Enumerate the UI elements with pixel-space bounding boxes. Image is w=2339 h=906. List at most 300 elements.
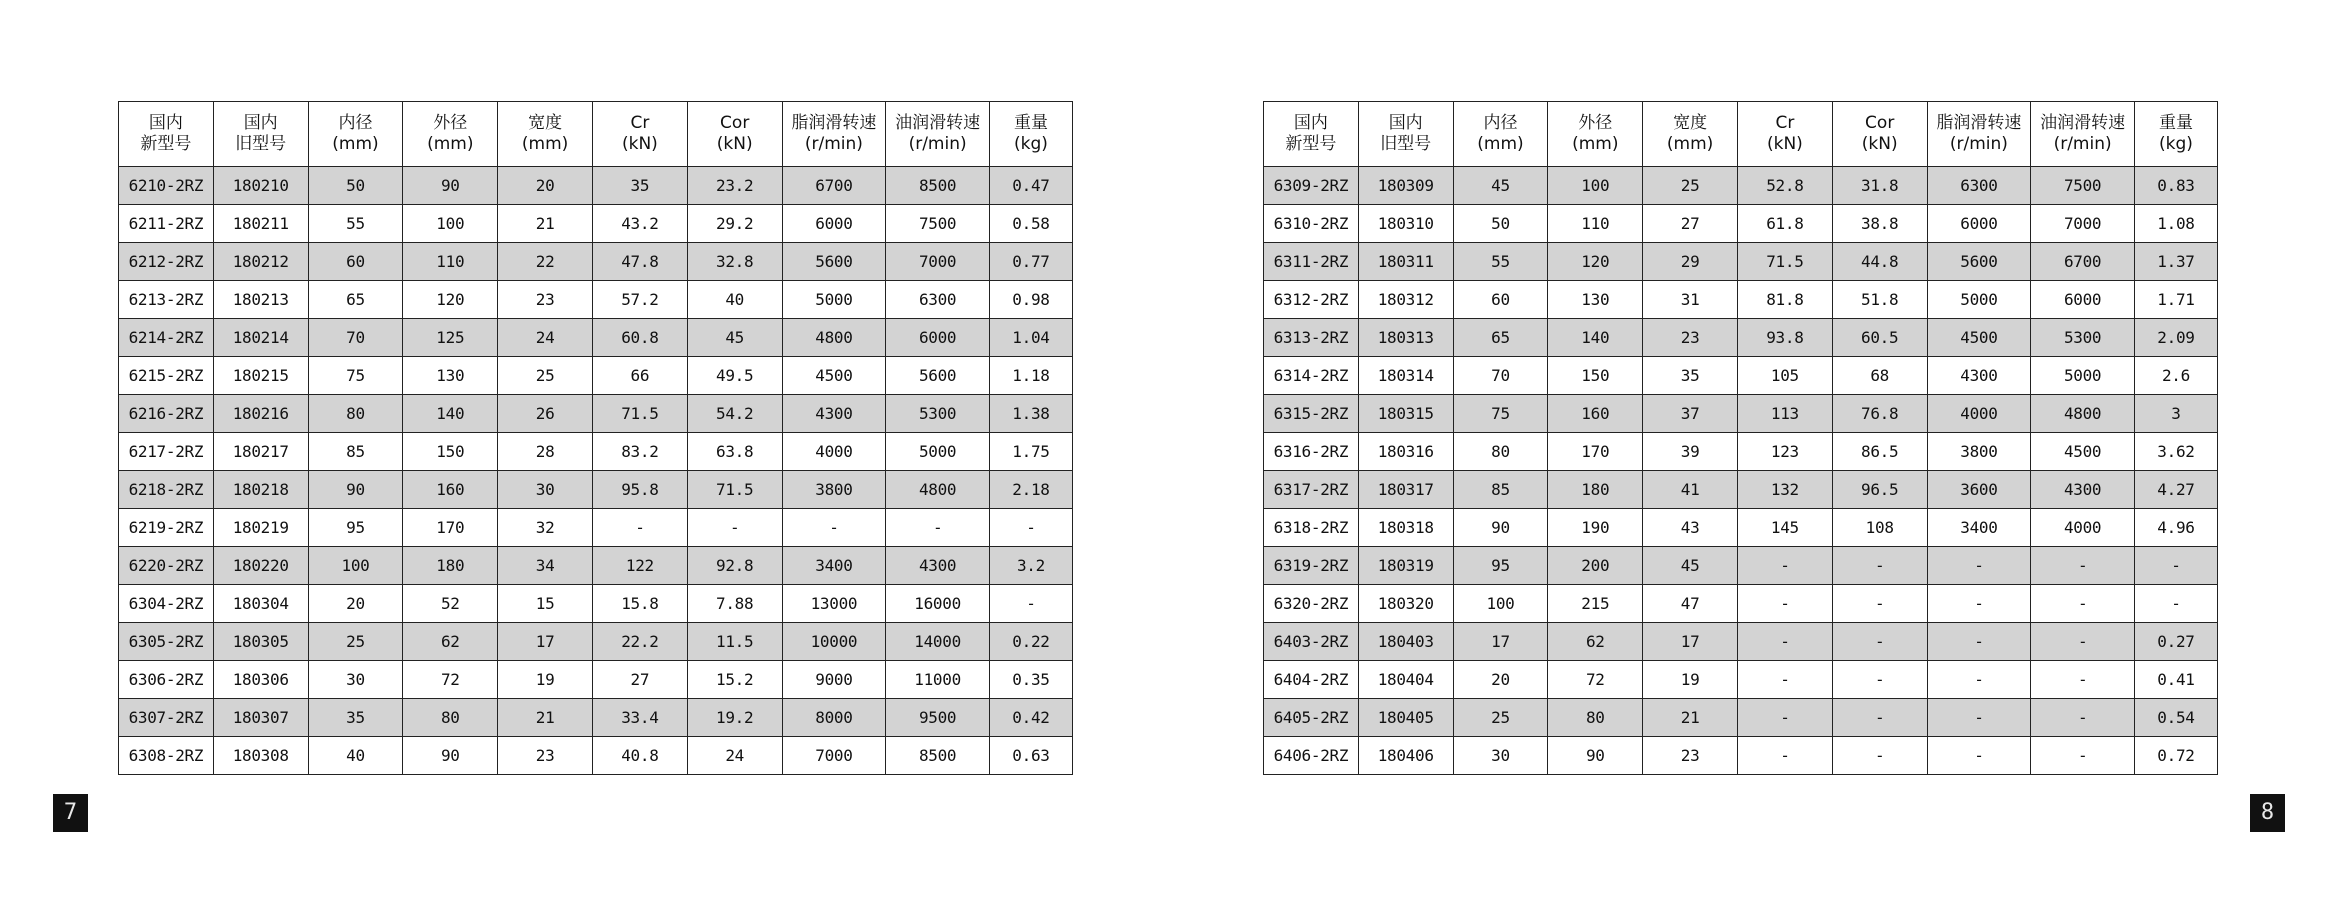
table-cell: 180304 bbox=[213, 585, 308, 623]
table-cell: 47.8 bbox=[592, 243, 687, 281]
page-left bbox=[0, 0, 1169, 906]
table-cell: 34 bbox=[498, 547, 593, 585]
table-cell: - bbox=[2031, 661, 2135, 699]
table-cell: 22 bbox=[498, 243, 593, 281]
table-row bbox=[1264, 737, 2218, 775]
table-cell: 180310 bbox=[1358, 205, 1453, 243]
table-cell: 150 bbox=[403, 433, 498, 471]
table-cell: 40.8 bbox=[592, 737, 687, 775]
table-cell: 2.18 bbox=[989, 471, 1072, 509]
table-cell: 180 bbox=[403, 547, 498, 585]
table-cell: 1.38 bbox=[989, 395, 1072, 433]
table-cell: 16000 bbox=[886, 585, 990, 623]
table-cell: 24 bbox=[687, 737, 782, 775]
table-cell: 90 bbox=[308, 471, 403, 509]
table-row bbox=[1264, 471, 2218, 509]
table-cell: - bbox=[989, 585, 1072, 623]
table-cell: 4000 bbox=[2031, 509, 2135, 547]
column-header bbox=[1737, 102, 1832, 167]
column-header-title: 油润滑转速 bbox=[2040, 113, 2126, 133]
table-cell: 19 bbox=[1643, 661, 1738, 699]
table-cell: 125 bbox=[403, 319, 498, 357]
column-header-unit: (mm) bbox=[1477, 134, 1524, 154]
table-cell: 6309-2RZ bbox=[1264, 167, 1359, 205]
table-cell: 80 bbox=[1548, 699, 1643, 737]
table-cell: 45 bbox=[1643, 547, 1738, 585]
column-header-title: 宽度 bbox=[528, 113, 563, 133]
table-cell: 170 bbox=[1548, 433, 1643, 471]
table-cell: 160 bbox=[1548, 395, 1643, 433]
table-cell: 6313-2RZ bbox=[1264, 319, 1359, 357]
table-row bbox=[119, 395, 1073, 433]
column-header-unit: (mm) bbox=[332, 134, 379, 154]
table-cell: 86.5 bbox=[1832, 433, 1927, 471]
column-header-unit: (mm) bbox=[1572, 134, 1619, 154]
table-cell: 8000 bbox=[782, 699, 886, 737]
table-cell: 90 bbox=[403, 737, 498, 775]
table-cell: 8500 bbox=[886, 167, 990, 205]
table-cell: 5000 bbox=[1927, 281, 2031, 319]
table-cell: 60 bbox=[1453, 281, 1548, 319]
table-cell: 6219-2RZ bbox=[119, 509, 214, 547]
table-row bbox=[119, 243, 1073, 281]
table-row bbox=[1264, 281, 2218, 319]
table-cell: 6000 bbox=[1927, 205, 2031, 243]
table-cell: 5000 bbox=[886, 433, 990, 471]
table-cell: 10000 bbox=[782, 623, 886, 661]
table-cell: - bbox=[1832, 661, 1927, 699]
table-cell: 21 bbox=[498, 205, 593, 243]
table-cell: 122 bbox=[592, 547, 687, 585]
table-cell: 6214-2RZ bbox=[119, 319, 214, 357]
table-cell: 32 bbox=[498, 509, 593, 547]
table-cell: 4800 bbox=[886, 471, 990, 509]
bearing-spec-table bbox=[118, 101, 1073, 775]
column-header bbox=[782, 102, 886, 167]
table-cell: 113 bbox=[1737, 395, 1832, 433]
column-header-unit: 旧型号 bbox=[235, 134, 287, 154]
table-cell: 20 bbox=[308, 585, 403, 623]
table-cell: 90 bbox=[403, 167, 498, 205]
table-cell: - bbox=[592, 509, 687, 547]
column-header-unit: (r/min) bbox=[908, 134, 967, 154]
table-cell: 93.8 bbox=[1737, 319, 1832, 357]
table-row bbox=[119, 737, 1073, 775]
table-cell: 6310-2RZ bbox=[1264, 205, 1359, 243]
table-cell: 90 bbox=[1453, 509, 1548, 547]
column-header bbox=[886, 102, 990, 167]
column-header-title: 油润滑转速 bbox=[895, 113, 981, 133]
column-header-unit: (kN) bbox=[1766, 134, 1803, 154]
table-row bbox=[1264, 205, 2218, 243]
column-header-title: 重量 bbox=[2158, 113, 2193, 133]
table-cell: - bbox=[1927, 699, 2031, 737]
table-row bbox=[1264, 661, 2218, 699]
table-cell: 180404 bbox=[1358, 661, 1453, 699]
table-cell: 180307 bbox=[213, 699, 308, 737]
table-cell: - bbox=[2134, 585, 2217, 623]
table-cell: - bbox=[1737, 699, 1832, 737]
table-cell: - bbox=[1832, 547, 1927, 585]
table-cell: 6700 bbox=[782, 167, 886, 205]
table-cell: 3800 bbox=[1927, 433, 2031, 471]
table-row bbox=[119, 471, 1073, 509]
table-cell: 19.2 bbox=[687, 699, 782, 737]
table-cell: 40 bbox=[687, 281, 782, 319]
table-cell: 120 bbox=[403, 281, 498, 319]
table-row bbox=[119, 167, 1073, 205]
page-right bbox=[1169, 0, 2339, 906]
table-cell: 52 bbox=[403, 585, 498, 623]
table-cell: 6308-2RZ bbox=[119, 737, 214, 775]
table-cell: 7500 bbox=[2031, 167, 2135, 205]
column-header bbox=[1358, 102, 1453, 167]
column-header-title: 国内 bbox=[148, 113, 183, 133]
table-cell: 180216 bbox=[213, 395, 308, 433]
column-header bbox=[687, 102, 782, 167]
table-cell: 7.88 bbox=[687, 585, 782, 623]
table-cell: 4300 bbox=[782, 395, 886, 433]
table-cell: 27 bbox=[592, 661, 687, 699]
table-cell: 17 bbox=[498, 623, 593, 661]
table-cell: 190 bbox=[1548, 509, 1643, 547]
table-cell: 71.5 bbox=[1737, 243, 1832, 281]
table-cell: 30 bbox=[308, 661, 403, 699]
table-cell: 180213 bbox=[213, 281, 308, 319]
column-header-unit: (kN) bbox=[1861, 134, 1898, 154]
column-header bbox=[1643, 102, 1738, 167]
table-cell: - bbox=[687, 509, 782, 547]
table-cell: 180212 bbox=[213, 243, 308, 281]
table-cell: 23 bbox=[498, 281, 593, 319]
table-cell: 6700 bbox=[2031, 243, 2135, 281]
table-cell: - bbox=[1737, 623, 1832, 661]
table-row bbox=[1264, 585, 2218, 623]
table-cell: 70 bbox=[1453, 357, 1548, 395]
table-cell: 35 bbox=[308, 699, 403, 737]
table-cell: 25 bbox=[1643, 167, 1738, 205]
table-cell: 96.5 bbox=[1832, 471, 1927, 509]
table-row bbox=[1264, 395, 2218, 433]
table-cell: 1.04 bbox=[989, 319, 1072, 357]
table-cell: 100 bbox=[1453, 585, 1548, 623]
table-cell: 132 bbox=[1737, 471, 1832, 509]
table-cell: 21 bbox=[1643, 699, 1738, 737]
column-header-title: 宽度 bbox=[1673, 113, 1708, 133]
table-cell: 14000 bbox=[886, 623, 990, 661]
column-header-title: 脂润滑转速 bbox=[1936, 113, 2022, 133]
table-cell: 1.37 bbox=[2134, 243, 2217, 281]
column-header-title: 脂润滑转速 bbox=[791, 113, 877, 133]
table-cell: 123 bbox=[1737, 433, 1832, 471]
table-cell: 140 bbox=[403, 395, 498, 433]
table-cell: 17 bbox=[1453, 623, 1548, 661]
table-row bbox=[1264, 699, 2218, 737]
table-cell: 6211-2RZ bbox=[119, 205, 214, 243]
column-header bbox=[1264, 102, 1359, 167]
table-cell: 68 bbox=[1832, 357, 1927, 395]
table-cell: 47 bbox=[1643, 585, 1738, 623]
table-cell: 180316 bbox=[1358, 433, 1453, 471]
table-cell: 4500 bbox=[782, 357, 886, 395]
table-cell: 23 bbox=[498, 737, 593, 775]
table-cell: - bbox=[1737, 737, 1832, 775]
table-cell: 25 bbox=[1453, 699, 1548, 737]
table-cell: 50 bbox=[1453, 205, 1548, 243]
table-cell: 6216-2RZ bbox=[119, 395, 214, 433]
table-cell: 60.8 bbox=[592, 319, 687, 357]
table-row bbox=[119, 281, 1073, 319]
table-cell: 6000 bbox=[886, 319, 990, 357]
table-cell: 80 bbox=[403, 699, 498, 737]
table-cell: 0.41 bbox=[2134, 661, 2217, 699]
column-header-unit: (mm) bbox=[1666, 134, 1714, 154]
column-header-title: 内径 bbox=[338, 113, 373, 133]
table-cell: 22.2 bbox=[592, 623, 687, 661]
table-cell: - bbox=[886, 509, 990, 547]
table-cell: - bbox=[1927, 547, 2031, 585]
table-cell: 3.62 bbox=[2134, 433, 2217, 471]
table-cell: 100 bbox=[308, 547, 403, 585]
table-cell: 180320 bbox=[1358, 585, 1453, 623]
column-header bbox=[403, 102, 498, 167]
table-cell: 150 bbox=[1548, 357, 1643, 395]
table-cell: 95.8 bbox=[592, 471, 687, 509]
table-cell: 180308 bbox=[213, 737, 308, 775]
table-cell: 6319-2RZ bbox=[1264, 547, 1359, 585]
table-cell: 15.2 bbox=[687, 661, 782, 699]
table-cell: 83.2 bbox=[592, 433, 687, 471]
table-cell: - bbox=[2031, 585, 2135, 623]
table-cell: - bbox=[1927, 585, 2031, 623]
table-cell: 180406 bbox=[1358, 737, 1453, 775]
table-cell: 13000 bbox=[782, 585, 886, 623]
table-cell: 71.5 bbox=[592, 395, 687, 433]
table-cell: 180211 bbox=[213, 205, 308, 243]
table-cell: 180215 bbox=[213, 357, 308, 395]
table-cell: 51.8 bbox=[1832, 281, 1927, 319]
table-cell: 6318-2RZ bbox=[1264, 509, 1359, 547]
column-header bbox=[1927, 102, 2031, 167]
table-cell: 45 bbox=[1453, 167, 1548, 205]
table-cell: 95 bbox=[1453, 547, 1548, 585]
table-cell: 180309 bbox=[1358, 167, 1453, 205]
table-cell: 6315-2RZ bbox=[1264, 395, 1359, 433]
column-header-title: 内径 bbox=[1483, 113, 1518, 133]
table-cell: 61.8 bbox=[1737, 205, 1832, 243]
table-cell: 75 bbox=[308, 357, 403, 395]
table-cell: 25 bbox=[308, 623, 403, 661]
table-cell: 6306-2RZ bbox=[119, 661, 214, 699]
table-cell: 180305 bbox=[213, 623, 308, 661]
column-header bbox=[592, 102, 687, 167]
table-cell: 6312-2RZ bbox=[1264, 281, 1359, 319]
table-cell: 5600 bbox=[782, 243, 886, 281]
table-cell: 72 bbox=[403, 661, 498, 699]
table-row bbox=[119, 699, 1073, 737]
table-cell: - bbox=[1832, 699, 1927, 737]
table-header-row bbox=[119, 102, 1073, 167]
table-cell: 6215-2RZ bbox=[119, 357, 214, 395]
table-cell: 72 bbox=[1548, 661, 1643, 699]
table-cell: 6305-2RZ bbox=[119, 623, 214, 661]
table-cell: 0.35 bbox=[989, 661, 1072, 699]
table-cell: 26 bbox=[498, 395, 593, 433]
table-cell: 28 bbox=[498, 433, 593, 471]
table-cell: 180313 bbox=[1358, 319, 1453, 357]
table-cell: 215 bbox=[1548, 585, 1643, 623]
table-cell: 2.09 bbox=[2134, 319, 2217, 357]
table-cell: 45 bbox=[687, 319, 782, 357]
column-header-title: Cor bbox=[1865, 113, 1895, 133]
table-cell: - bbox=[1927, 623, 2031, 661]
column-header-unit: (kN) bbox=[621, 134, 658, 154]
table-cell: 6307-2RZ bbox=[119, 699, 214, 737]
table-row bbox=[1264, 509, 2218, 547]
table-cell: 43.2 bbox=[592, 205, 687, 243]
table-cell: 180 bbox=[1548, 471, 1643, 509]
table-cell: 170 bbox=[403, 509, 498, 547]
table-cell: 62 bbox=[403, 623, 498, 661]
table-cell: 0.77 bbox=[989, 243, 1072, 281]
table-cell: 180314 bbox=[1358, 357, 1453, 395]
table-cell: 85 bbox=[1453, 471, 1548, 509]
column-header bbox=[989, 102, 1072, 167]
table-cell: 17 bbox=[1643, 623, 1738, 661]
table-cell: - bbox=[2031, 547, 2135, 585]
table-cell: 1.08 bbox=[2134, 205, 2217, 243]
table-cell: 9500 bbox=[886, 699, 990, 737]
table-cell: 15.8 bbox=[592, 585, 687, 623]
table-cell: 23 bbox=[1643, 737, 1738, 775]
table-cell: 3400 bbox=[1927, 509, 2031, 547]
table-cell: 40 bbox=[308, 737, 403, 775]
column-header-unit: (mm) bbox=[521, 134, 569, 154]
table-cell: 6218-2RZ bbox=[119, 471, 214, 509]
table-cell: 180315 bbox=[1358, 395, 1453, 433]
table-cell: 3800 bbox=[782, 471, 886, 509]
table-cell: 180312 bbox=[1358, 281, 1453, 319]
table-cell: 6210-2RZ bbox=[119, 167, 214, 205]
table-row bbox=[119, 433, 1073, 471]
table-cell: 0.72 bbox=[2134, 737, 2217, 775]
table-cell: 60 bbox=[308, 243, 403, 281]
table-cell: 180218 bbox=[213, 471, 308, 509]
table-cell: 90 bbox=[1548, 737, 1643, 775]
table-cell: 30 bbox=[1453, 737, 1548, 775]
column-header-title: 外径 bbox=[433, 113, 468, 133]
column-header-unit: 新型号 bbox=[140, 134, 192, 154]
table-cell: 3 bbox=[2134, 395, 2217, 433]
table-cell: 6000 bbox=[2031, 281, 2135, 319]
table-cell: 6300 bbox=[886, 281, 990, 319]
table-cell: 110 bbox=[403, 243, 498, 281]
table-cell: 100 bbox=[1548, 167, 1643, 205]
table-cell: 9000 bbox=[782, 661, 886, 699]
table-cell: 80 bbox=[1453, 433, 1548, 471]
table-cell: 180220 bbox=[213, 547, 308, 585]
table-cell: 180317 bbox=[1358, 471, 1453, 509]
table-cell: 105 bbox=[1737, 357, 1832, 395]
table-cell: 4800 bbox=[782, 319, 886, 357]
table-cell: - bbox=[2134, 547, 2217, 585]
table-cell: 6000 bbox=[782, 205, 886, 243]
table-row bbox=[1264, 623, 2218, 661]
table-cell: - bbox=[1737, 661, 1832, 699]
column-header-title: Cor bbox=[720, 113, 750, 133]
table-cell: 43 bbox=[1643, 509, 1738, 547]
column-header-title: 国内 bbox=[243, 113, 278, 133]
table-cell: 20 bbox=[498, 167, 593, 205]
table-cell: 7000 bbox=[782, 737, 886, 775]
column-header-unit: (kg) bbox=[1014, 134, 1048, 154]
table-cell: 120 bbox=[1548, 243, 1643, 281]
table-cell: 0.63 bbox=[989, 737, 1072, 775]
column-header-unit: (mm) bbox=[427, 134, 474, 154]
table-cell: 3400 bbox=[782, 547, 886, 585]
table-cell: 6314-2RZ bbox=[1264, 357, 1359, 395]
table-cell: 0.42 bbox=[989, 699, 1072, 737]
table-cell: 4300 bbox=[886, 547, 990, 585]
column-header bbox=[1548, 102, 1643, 167]
table-cell: 50 bbox=[308, 167, 403, 205]
table-cell: 25 bbox=[498, 357, 593, 395]
table-cell: 0.47 bbox=[989, 167, 1072, 205]
table-cell: 1.71 bbox=[2134, 281, 2217, 319]
table-row bbox=[1264, 167, 2218, 205]
table-cell: 41 bbox=[1643, 471, 1738, 509]
table-cell: 31.8 bbox=[1832, 167, 1927, 205]
table-cell: 0.54 bbox=[2134, 699, 2217, 737]
table-cell: 7000 bbox=[886, 243, 990, 281]
table-cell: - bbox=[989, 509, 1072, 547]
column-header-unit: 旧型号 bbox=[1380, 134, 1432, 154]
table-cell: 5000 bbox=[782, 281, 886, 319]
page-number: 7 bbox=[53, 794, 88, 832]
table-cell: 2.6 bbox=[2134, 357, 2217, 395]
table-cell: 1.75 bbox=[989, 433, 1072, 471]
table-cell: 27 bbox=[1643, 205, 1738, 243]
table-cell: 32.8 bbox=[687, 243, 782, 281]
table-cell: - bbox=[1737, 547, 1832, 585]
table-cell: 5300 bbox=[886, 395, 990, 433]
table-cell: 145 bbox=[1737, 509, 1832, 547]
table-cell: 35 bbox=[1643, 357, 1738, 395]
table-cell: 7500 bbox=[886, 205, 990, 243]
table-cell: - bbox=[2031, 699, 2135, 737]
table-cell: 0.98 bbox=[989, 281, 1072, 319]
column-header-title: 重量 bbox=[1013, 113, 1048, 133]
table-row bbox=[119, 623, 1073, 661]
table-cell: 6316-2RZ bbox=[1264, 433, 1359, 471]
table-cell: 6311-2RZ bbox=[1264, 243, 1359, 281]
table-cell: 6220-2RZ bbox=[119, 547, 214, 585]
table-cell: 4000 bbox=[1927, 395, 2031, 433]
table-cell: 1.18 bbox=[989, 357, 1072, 395]
table-cell: 44.8 bbox=[1832, 243, 1927, 281]
table-cell: 54.2 bbox=[687, 395, 782, 433]
table-cell: 0.22 bbox=[989, 623, 1072, 661]
table-cell: 4800 bbox=[2031, 395, 2135, 433]
column-header-unit: (kN) bbox=[716, 134, 753, 154]
table-row bbox=[119, 319, 1073, 357]
table-cell: 39 bbox=[1643, 433, 1738, 471]
table-cell: 60.5 bbox=[1832, 319, 1927, 357]
table-cell: 3.2 bbox=[989, 547, 1072, 585]
table-cell: 71.5 bbox=[687, 471, 782, 509]
table-row bbox=[119, 357, 1073, 395]
table-cell: 8500 bbox=[886, 737, 990, 775]
